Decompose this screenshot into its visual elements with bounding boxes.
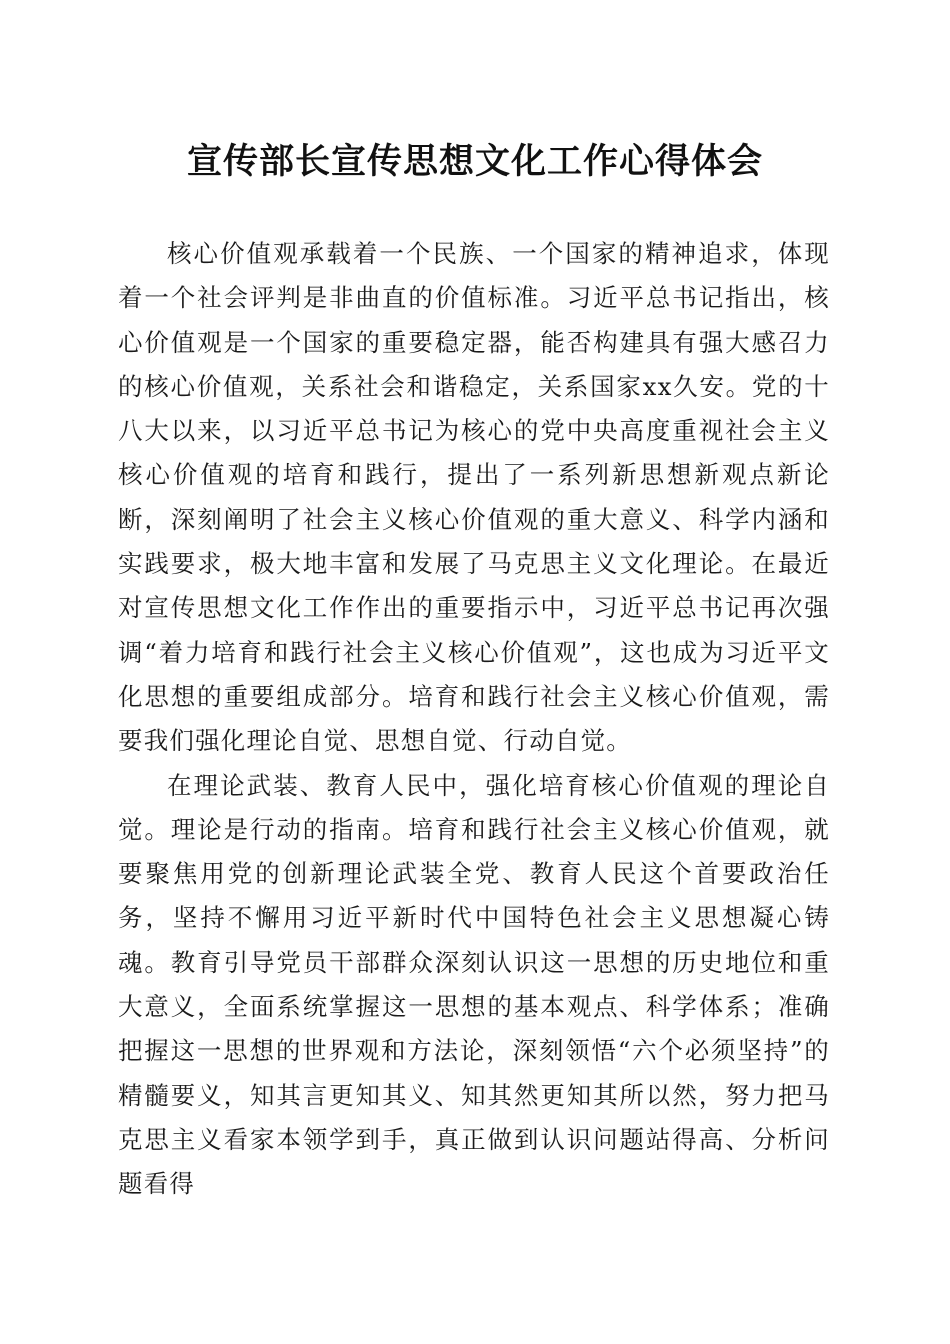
paragraph-1: 核心价值观承载着一个民族、一个国家的精神追求，体现着一个社会评判是非曲直的价值标准。习近平总书记指出，核心价值观是一个国家的重要稳定器，能否构建具有强大感召力的核心价值观，关系社会和谐稳定，关系国家xx久安。党的十八大以来，以习近平总书记为核心的党中央高度重视社会主义核心价值观的培育和践行，提出了一系列新思想新观点新论断，深刻阐明了社会主义核心价值观的重大意义、科学内涵和实践要求，极大地丰富和发展了马克思主义文化理论。在最近对宣传思想文化工作作出的重要指示中，习近平总书记再次强调“着力培育和践行社会主义核心价值观”，这也成为习近平文化思想的重要组成部分。培育和践行社会主义核心价值观，需要我们强化理论自觉、思想自觉、行动自觉。 [118, 239, 830, 756]
document-body [118, 232, 830, 1207]
document-title: 宣传部长宣传思想文化工作心得体会 [186, 141, 763, 182]
paragraph-2: 在理论武装、教育人民中，强化培育核心价值观的理论自觉。理论是行动的指南。培育和践行社会主义核心价值观，就要聚焦用党的创新理论武装全党、教育人民这个首要政治任务，坚持不懈用习近平新时代中国特色社会主义思想凝心铸魂。教育引导党员干部群众深刻认识这一思想的历史地位和重大意义，全面系统掌握这一思想的基本观点、科学体系；准确把握这一思想的世界观和方法论，深刻领悟“六个必须坚持”的精髓要义，知其言更知其义、知其然更知其所以然，努力把马克思主义看家本领学到手，真正做到认识问题站得高、分析问题看得 [118, 770, 830, 1199]
